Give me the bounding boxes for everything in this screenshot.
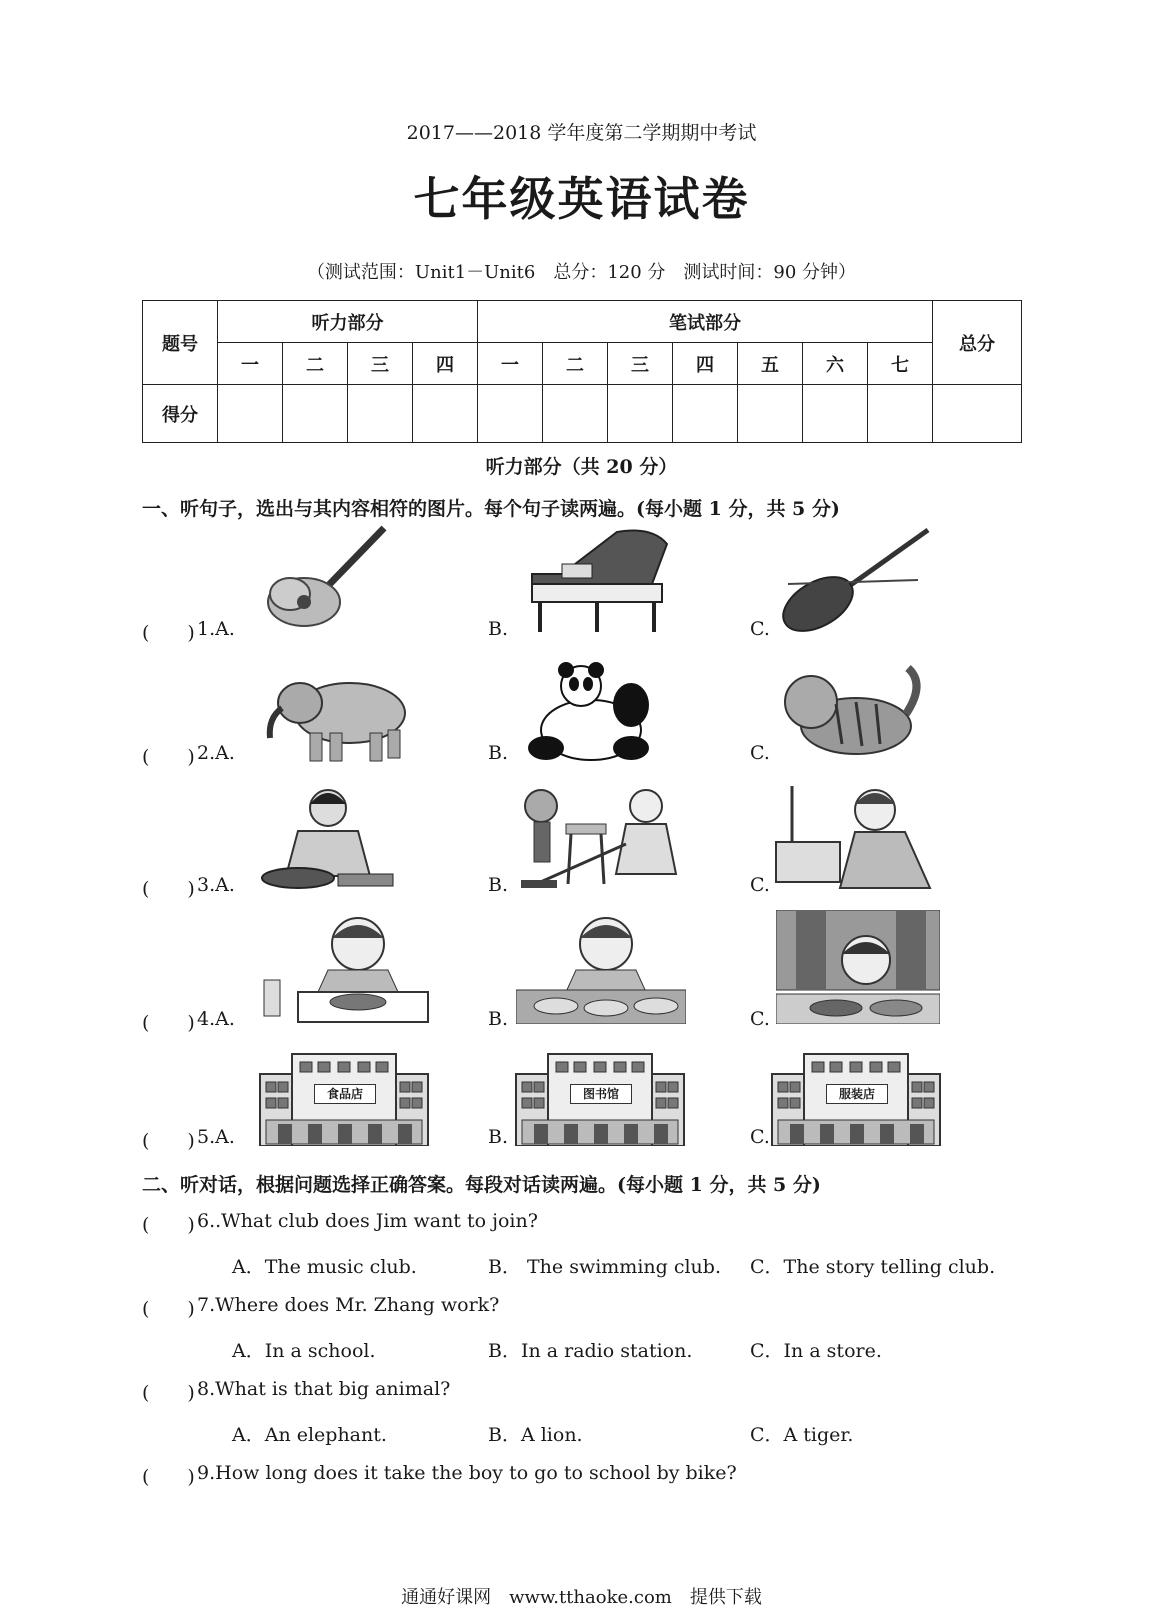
guitar-icon[interactable] xyxy=(262,522,392,632)
answer-paren[interactable]: ( ) xyxy=(142,1298,195,1320)
score-cell[interactable] xyxy=(218,385,283,443)
score-cell[interactable] xyxy=(478,385,543,443)
building-sign: 食品店 xyxy=(314,1084,376,1104)
violin-icon[interactable] xyxy=(778,524,938,636)
answer-paren[interactable]: ( ) xyxy=(142,1130,195,1152)
question-text: 7.Where does Mr. Zhang work? xyxy=(197,1294,500,1316)
score-cell[interactable] xyxy=(673,385,738,443)
page-title: 七年级英语试卷 xyxy=(413,172,750,226)
col-header: 一 xyxy=(218,343,283,385)
option-label: B. xyxy=(488,1008,509,1030)
score-row-label: 得分 xyxy=(143,385,218,443)
option-c[interactable]: C．In a store. xyxy=(750,1340,882,1362)
elephant-icon[interactable] xyxy=(260,668,420,764)
score-cell[interactable] xyxy=(283,385,348,443)
score-cell[interactable] xyxy=(738,385,803,443)
listening-header: 听力部分（共 20 分） xyxy=(485,456,678,478)
option-a[interactable]: A．In a school. xyxy=(232,1340,376,1362)
question-number: 4.A. xyxy=(197,1008,235,1030)
answer-paren[interactable]: ( ) xyxy=(142,1382,195,1404)
score-cell[interactable] xyxy=(803,385,868,443)
option-label: C. xyxy=(750,618,770,640)
girl-breakfast-icon[interactable] xyxy=(258,912,430,1024)
listening-label: 听力部分 xyxy=(218,301,478,343)
score-cell[interactable] xyxy=(413,385,478,443)
col-header: 六 xyxy=(803,343,868,385)
food-store-icon[interactable] xyxy=(258,1050,430,1146)
girl-lunch-icon[interactable] xyxy=(516,912,686,1024)
piano-icon[interactable] xyxy=(522,524,672,636)
question-text: 8.What is that big animal? xyxy=(197,1378,451,1400)
answer-paren[interactable]: ( ) xyxy=(142,1214,195,1236)
col-header: 二 xyxy=(283,343,348,385)
option-a[interactable]: A．The music club. xyxy=(232,1256,417,1278)
clothes-store-icon[interactable] xyxy=(770,1050,942,1146)
col-header: 四 xyxy=(673,343,738,385)
option-label: C. xyxy=(750,1126,770,1148)
option-c[interactable]: C．A tiger. xyxy=(750,1424,854,1446)
score-cell[interactable] xyxy=(543,385,608,443)
option-label: C. xyxy=(750,1008,770,1030)
col-header: 二 xyxy=(543,343,608,385)
option-b[interactable]: B．A lion. xyxy=(488,1424,583,1446)
exam-info: （测试范围：Unit1－Unit6 总分：120 分 测试时间：90 分钟） xyxy=(306,262,857,283)
option-b[interactable]: B．In a radio station. xyxy=(488,1340,693,1362)
score-cell[interactable] xyxy=(348,385,413,443)
option-label: C. xyxy=(750,742,770,764)
footer-credit: 通通好课网 www.tthaoke.com 提供下载 xyxy=(401,1587,762,1608)
answer-paren[interactable]: ( ) xyxy=(142,878,195,900)
question-number: 3.A. xyxy=(197,874,235,896)
total-label: 总分 xyxy=(933,301,1022,385)
answer-paren[interactable]: ( ) xyxy=(142,622,195,644)
score-cell[interactable] xyxy=(933,385,1022,443)
col-header: 三 xyxy=(608,343,673,385)
score-cell[interactable] xyxy=(608,385,673,443)
option-label: B. xyxy=(488,874,509,896)
col-header: 五 xyxy=(738,343,803,385)
col-header: 七 xyxy=(868,343,933,385)
score-table xyxy=(142,300,1022,443)
building-sign: 服装店 xyxy=(826,1084,888,1104)
option-label: B. xyxy=(488,618,509,640)
panda-icon[interactable] xyxy=(526,660,656,764)
part2-title: 二、听对话，根据问题选择正确答案。每段对话读两遍。(每小题 1 分，共 5 分) xyxy=(142,1174,821,1196)
question-text: 9.How long does it take the boy to go to school by bike? xyxy=(197,1462,737,1484)
question-number: 5.A. xyxy=(197,1126,235,1148)
answer-paren[interactable]: ( ) xyxy=(142,1466,195,1488)
part1-title: 一、听句子，选出与其内容相符的图片。每个句子读两遍。(每小题 1 分，共 5 分) xyxy=(142,498,840,520)
option-b[interactable]: B． The swimming club. xyxy=(488,1256,721,1278)
question-number: 2.A. xyxy=(197,742,235,764)
question-text: 6..What club does Jim want to join? xyxy=(197,1210,538,1232)
library-icon[interactable] xyxy=(514,1050,686,1146)
option-label: C. xyxy=(750,874,770,896)
col-header: 三 xyxy=(348,343,413,385)
col-header: 一 xyxy=(478,343,543,385)
tiger-icon[interactable] xyxy=(776,664,926,762)
answer-paren[interactable]: ( ) xyxy=(142,746,195,768)
answer-paren[interactable]: ( ) xyxy=(142,1012,195,1034)
cooking-icon[interactable] xyxy=(258,786,398,896)
option-label: B. xyxy=(488,1126,509,1148)
option-c[interactable]: C．The story telling club. xyxy=(750,1256,996,1278)
row-header: 题号 xyxy=(143,301,218,385)
option-label: B. xyxy=(488,742,509,764)
col-header: 四 xyxy=(413,343,478,385)
sweeping-icon[interactable] xyxy=(516,784,686,894)
option-a[interactable]: A．An elephant. xyxy=(232,1424,387,1446)
washing-icon[interactable] xyxy=(770,782,940,894)
exam-subtitle: 2017——2018 学年度第二学期期中考试 xyxy=(406,122,757,144)
building-sign: 图书馆 xyxy=(570,1084,632,1104)
writing-label: 笔试部分 xyxy=(478,301,933,343)
girl-dinner-icon[interactable] xyxy=(776,910,940,1024)
question-number: 1.A. xyxy=(197,618,235,640)
score-cell[interactable] xyxy=(868,385,933,443)
